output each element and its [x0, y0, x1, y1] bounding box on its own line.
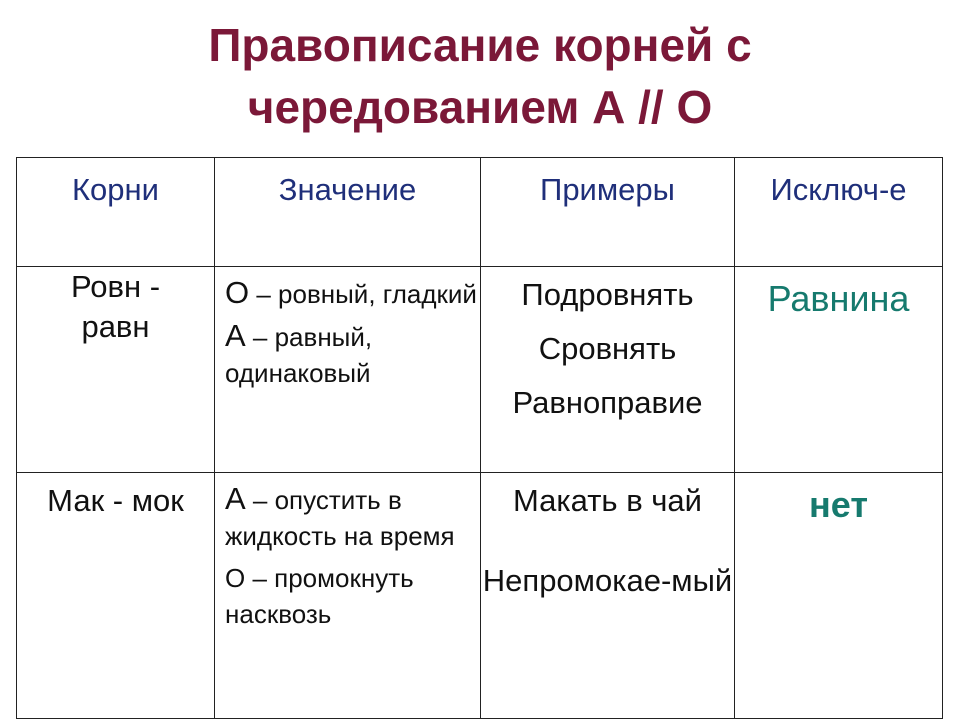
example-word: Подровнять — [521, 277, 694, 312]
meaning-text: – равный, одинаковый — [225, 322, 373, 388]
meaning-letter: А — [225, 481, 246, 516]
table-header-row — [17, 158, 943, 267]
root-text: Мак - мок — [47, 483, 184, 518]
title-line-2: чередованием А // О — [247, 81, 713, 133]
meaning-entry-a — [225, 318, 480, 391]
examples-cell — [481, 267, 735, 473]
rules-table — [16, 157, 943, 719]
meaning-letter: О — [225, 275, 250, 310]
exception-cell — [735, 473, 943, 719]
meaning-letter: О — [225, 563, 246, 593]
meaning-entry-o — [225, 275, 480, 312]
meaning-cell — [215, 267, 481, 473]
table-row-rovn-ravn — [17, 267, 943, 473]
meaning-text: – опустить в жидкость на время — [225, 485, 455, 551]
example-word: Сровнять — [538, 331, 677, 366]
root-cell — [17, 473, 215, 719]
header-examples: Примеры — [481, 158, 735, 267]
exception-word: Равнина — [767, 278, 910, 319]
header-meaning: Значение — [215, 158, 481, 267]
root-text: Ровн - — [70, 269, 161, 304]
table-row-mak-mok — [17, 473, 943, 719]
root-text: равн — [81, 309, 150, 344]
meaning-cell — [215, 473, 481, 719]
example-word: Непромокае-мый — [482, 563, 733, 598]
meaning-letter: А — [225, 318, 246, 353]
page-title — [0, 14, 960, 138]
example-word: Макать в чай — [513, 483, 702, 518]
meaning-text: – ровный, гладкий — [249, 279, 477, 309]
header-exceptions: Исключ-е — [735, 158, 943, 267]
exception-word: нет — [809, 484, 868, 525]
header-roots: Корни — [17, 158, 215, 267]
exception-cell — [735, 267, 943, 473]
title-line-1: Правописание корней с — [208, 19, 752, 71]
examples-cell — [481, 473, 735, 719]
example-word: Равноправие — [512, 385, 703, 420]
meaning-entry-o — [225, 560, 480, 632]
meaning-text: – промокнуть насквозь — [225, 563, 414, 629]
root-cell — [17, 267, 215, 473]
meaning-entry-a — [225, 481, 480, 554]
